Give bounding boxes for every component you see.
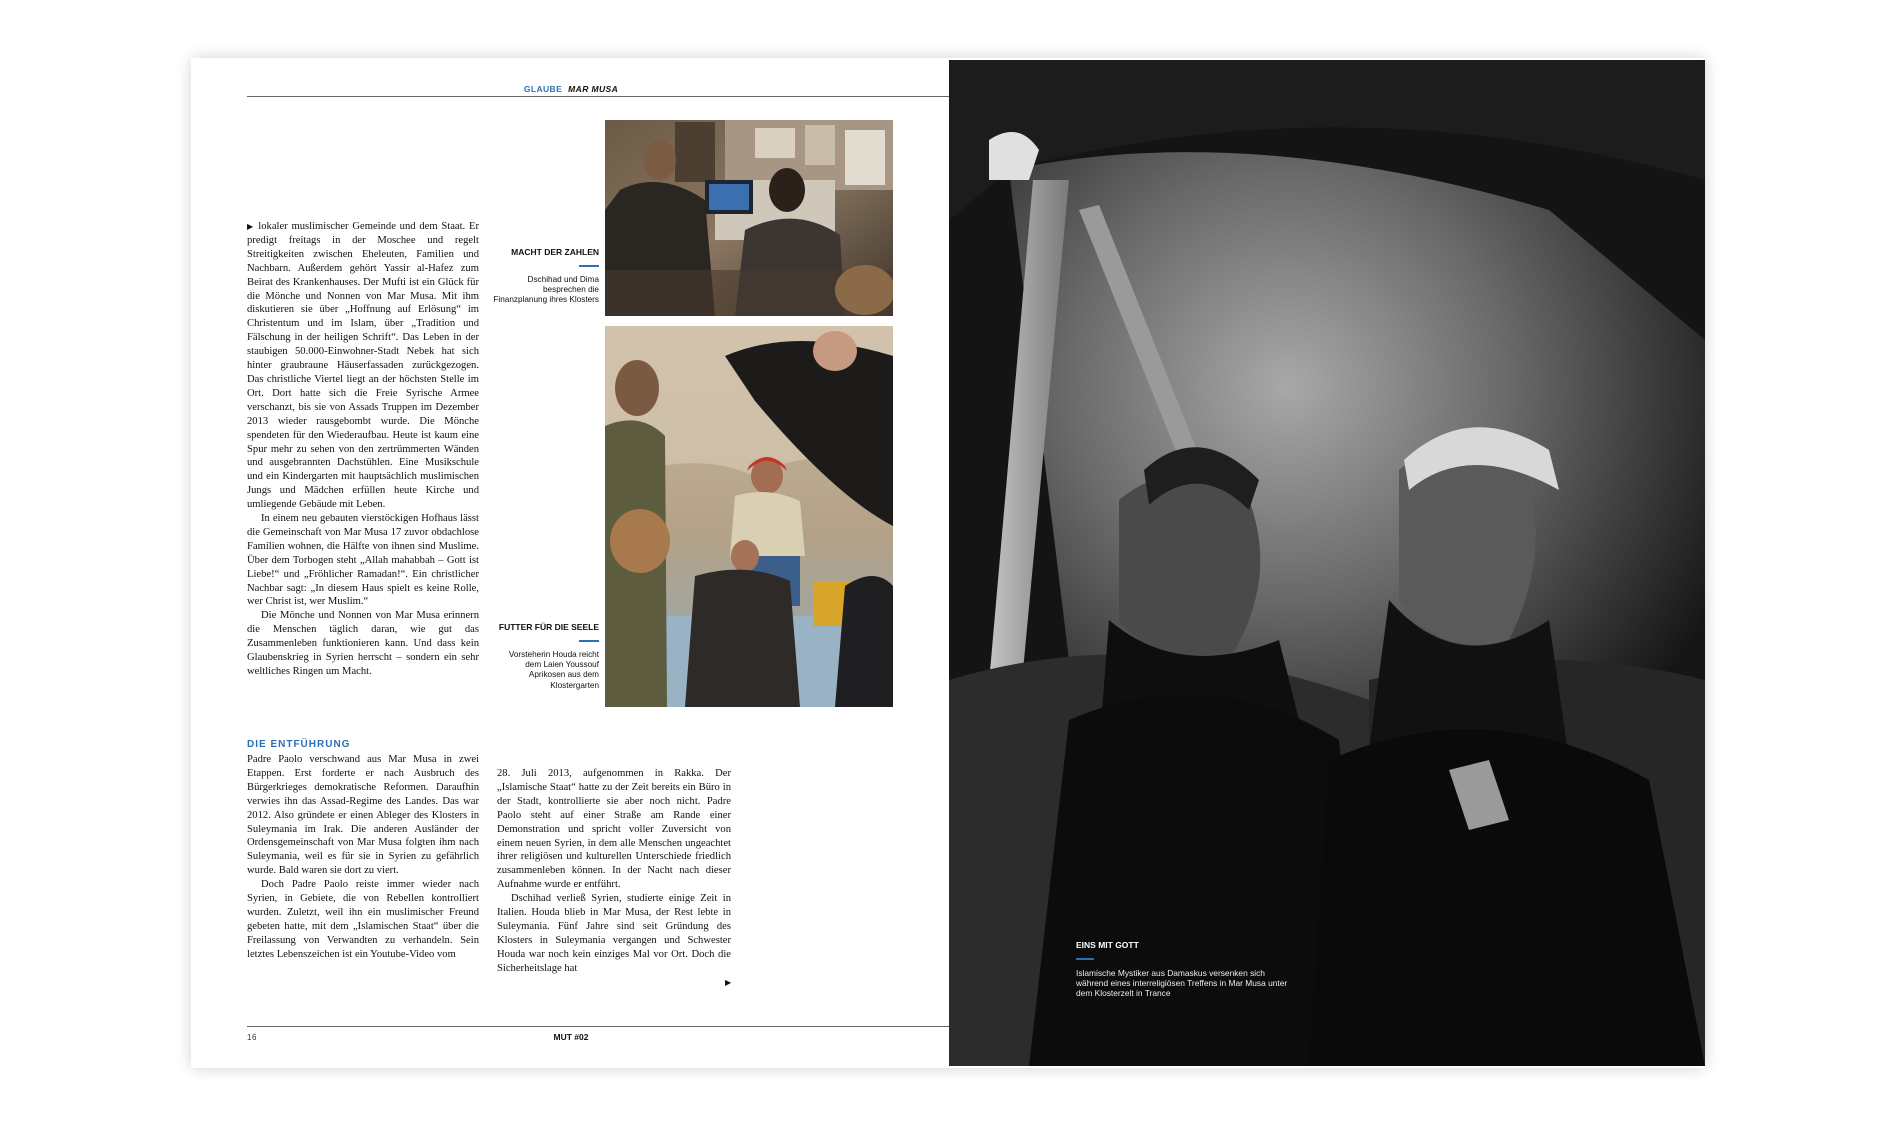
paragraph-3: Die Mönche und Nonnen von Mar Musa erinnern die Menschen täglich daran, wie gut das Zusammenleben funktionieren kann. Und dass kein Glaubenskrieg in Syrien herrscht – sondern ein sehr weltliches Ringen um Macht.: [247, 610, 479, 677]
footer-rule: [247, 1026, 949, 1027]
caption-garden: [493, 622, 599, 691]
photo-office-image: [605, 120, 893, 316]
caption-mystics: [1076, 940, 1296, 999]
photo-office: [605, 120, 893, 316]
paragraph-5: Doch Padre Paolo reiste immer wieder nach Syrien, in Gebiete, die von Rebellen kontrolliert wurden. Zuletzt, weil ihn ein muslimischer Freund gebeten hatte, mit dem „Islamischen Staat“ über die Freilassung von Verwandten zu verhandeln. Sein letztes Lebenszeichen ist ein Youtube-Video vom: [247, 879, 479, 960]
right-page-photo: [949, 60, 1705, 1066]
caption-mystics-title: EINS MIT GOTT: [1076, 940, 1139, 950]
left-page: [193, 60, 949, 1066]
caption-mystics-text: Islamische Mystiker aus Damaskus versenken sich während eines interreligiösen Treffens in Mar Musa unter dem Klosterzelt in Trance: [1076, 968, 1288, 999]
running-header: [193, 84, 949, 94]
caption-garden-title: FUTTER FÜR DIE SEELE: [498, 622, 599, 632]
paragraph-1: ▶ lokaler muslimischer Gemeinde und dem Staat. Er predigt freitags in der Moschee und regelt Streitigkeiten zwischen Eheleuten, Familien und Nachbarn. Außerdem gehört Yassir al-Hafez zum Beirat des Krankenhauses. Der Mufti ist ein Glück für die Mönche und Nonnen von Mar Musa. Mit ihm diskutieren sie über „Hoffnung auf Erlösung“ im Christentum und im Islam, über „Tradition und Fälschung in der heiligen Schrift“. Das Leben in der staubigen 50.000-Einwohner-Stadt Nebek hat sich hinter graubraune Häuserfassaden zurückgezogen. Das christliche Viertel liegt an der höchsten Stelle im Ort. Dort hatte sich die Freie Syrische Armee verschanzt, bis sie von Assads Truppen im Dezember 2013 wieder rausgebombt wurde. Die Mönche spendeten für den Wiederaufbau. Heute ist kaum eine Spur mehr zu sehen von den zertrümmerten Wänden und ausgebrannten Dachstühlen. Eine Musikschule und ein Kindergarten mit hauptsächlich muslimischen Jungs und Mädchen erfüllen heute Kirche und umliegende Gebäude mit Leben.: [247, 221, 479, 511]
header-topic: MAR MUSA: [568, 84, 619, 94]
caption-mystics-rule: [1076, 958, 1094, 960]
paragraph-7: Dschihad verließ Syrien, studierte einige Zeit in Italien. Houda blieb in Mar Musa, der Rest lebte in Suleymania. Fünf Jahre sind seit Gründung des Klosters in Suleymania vergangen und Schwester Houda war noch kein einziges Mal vor Ort. Doch die Sicherheitslage hat: [497, 893, 731, 974]
continue-arrow-icon: ▶: [725, 978, 732, 987]
caption-office-text: Dschihad und Dima besprechen die Finanzplanung ihres Klosters: [493, 275, 599, 305]
header-rule: [247, 96, 949, 97]
text-column-1: [247, 220, 479, 679]
paragraph-2: In einem neu gebauten vierstöckigen Hofhaus lässt die Gemeinschaft von Mar Musa 17 zuvor obdachlose Familien wohnen, die Hälfte von ihnen sind Muslime. Über dem Torbogen steht „Allah mahabbah – Gott ist Liebe!“ und „Fröhlicher Ramadan!“. Ein christlicher Nachbar sagt: „In diesem Haus spielt es keine Rolle, wer Christ ist, wer Muslim.“: [247, 513, 479, 608]
magazine-name: MUT #02: [553, 1032, 589, 1042]
caption-office-rule: [579, 265, 599, 267]
header-section: GLAUBE: [523, 84, 563, 94]
caption-garden-rule: [579, 640, 599, 642]
photo-garden-image: [605, 326, 893, 707]
paragraph-6: 28. Juli 2013, aufgenommen in Rakka. Der „Islamische Staat“ hatte zu der Zeit bereits ein Büro in der Stadt, kontrollierte sie aber noch nicht. Padre Paolo steht auf einer Straße am Rande einer Demonstration und spricht voller Zuversicht von einem neuen Syrien, in dem alle Menschen ungeachtet ihrer religiösen und kulturellen Unterschiede friedlich zusammenleben können. In der Nacht nach dieser Aufnahme wurde er entführt.: [497, 768, 731, 891]
text-column-1b: [247, 753, 479, 962]
subhead-entfuehrung: DIE ENTFÜHRUNG: [247, 739, 351, 750]
caption-garden-text: Vorsteherin Houda reicht dem Laien Youssouf Aprikosen aus dem Klostergarten: [508, 650, 599, 690]
photo-garden: [605, 326, 893, 707]
page-number: 16: [247, 1033, 257, 1042]
photo-mystics-image: [949, 60, 1705, 1066]
continuation-arrow-icon: ▶: [247, 222, 255, 231]
paragraph-4: Padre Paolo verschwand aus Mar Musa in zwei Etappen. Erst forderte er nach Ausbruch des Bürgerkrieges demokratische Reformen. Daraufhin verwies ihn das Assad-Regime des Landes. Das war 2012. Also gründete er einen Ableger des Klosters in Suleymania im Irak. Die anderen Ausländer der Ordensgemeinschaft von Mar Musa folgten ihm nach Suleymania, weil es für sie in Syrien zu gefährlich wurde. Bald waren sie dort zu viert.: [247, 754, 479, 877]
caption-office-title: MACHT DER ZAHLEN: [511, 247, 599, 257]
caption-office: [493, 247, 599, 306]
text-column-2: [497, 767, 731, 976]
